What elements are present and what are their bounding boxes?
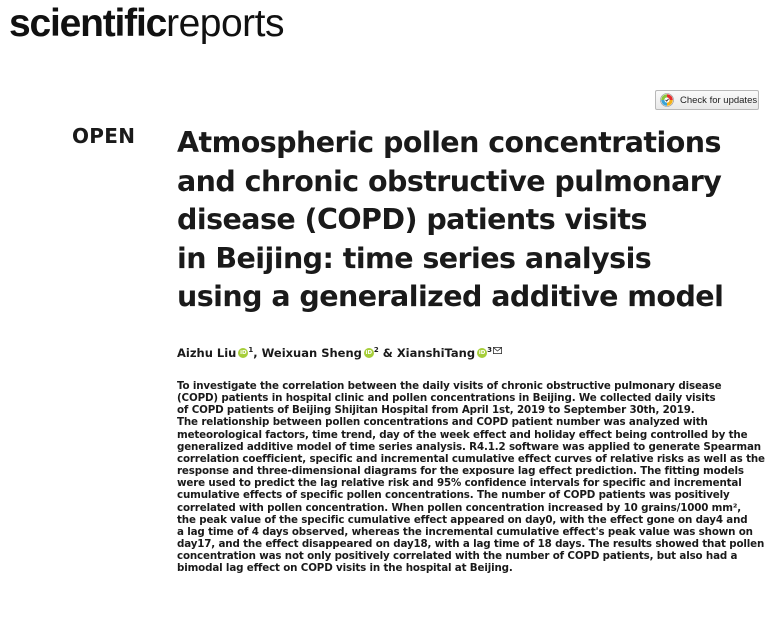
abstract-line: correlation coefficient, specific and incremental cumulative effect curves of relative risks as well as the xyxy=(177,452,765,465)
orcid-icon[interactable] xyxy=(364,348,374,358)
abstract-line: bimodal lag effect on COPD visits in the hospital at Beijing. xyxy=(177,562,513,575)
author-name[interactable]: XianshiTang xyxy=(396,346,476,360)
orcid-icon[interactable] xyxy=(238,348,248,358)
open-access-label: OPEN xyxy=(72,124,136,148)
crossmark-icon xyxy=(660,93,674,107)
abstract-line: meteorological factors, time trend, day of the week effect and holiday effect being controlled by the xyxy=(177,428,748,441)
abstract-line: To investigate the correlation between the daily visits of chronic obstructive pulmonary disease xyxy=(177,380,722,392)
title-line: disease (COPD) patients visits xyxy=(177,203,647,236)
author-name[interactable]: Weixuan Sheng xyxy=(261,346,362,360)
abstract-line: were used to predict the lag relative risk and 95% confidence intervals for specific and incremental xyxy=(177,477,742,490)
author-affiliation: 2 xyxy=(373,346,379,354)
abstract-line: the peak value of the specific cumulative effect appeared on day0, with the effect gone on day4 and xyxy=(177,513,748,526)
author-list xyxy=(177,346,502,360)
journal-name-bold: scientific xyxy=(9,2,167,45)
abstract-line: of COPD patients of Beijing Shijitan Hospital from April 1st, 2019 to September 30th, 2019. xyxy=(177,404,695,417)
abstract xyxy=(177,380,775,575)
article-title xyxy=(177,124,767,317)
abstract-line: (COPD) patients in hospital clinic and pollen concentrations in Beijing. We collected daily visits xyxy=(177,392,716,405)
title-line: using a generalized additive model xyxy=(177,280,724,313)
orcid-icon[interactable] xyxy=(477,348,487,358)
abstract-line: day17, and the effect disappeared on day18, with a lag time of 18 days. The results showed that pollen xyxy=(177,538,765,551)
abstract-line: generalized additive model of time series analysis. R4.1.2 software was applied to generate Spearman xyxy=(177,440,761,453)
abstract-line: The relationship between pollen concentrations and COPD patient number was analyzed with xyxy=(177,416,708,429)
check-for-updates-label: Check for updates xyxy=(680,94,758,106)
title-line: Atmospheric pollen concentrations xyxy=(177,126,721,159)
author-separator: , xyxy=(253,346,262,360)
email-icon[interactable] xyxy=(493,347,502,354)
author-affiliation: 3 xyxy=(487,346,492,354)
author-name[interactable]: Aizhu Liu xyxy=(177,346,237,360)
journal-logo xyxy=(9,4,284,43)
journal-name-regular: reports xyxy=(166,2,284,45)
abstract-line: response and three-dimensional diagrams for the exposure lag effect prediction. The fitting models xyxy=(177,465,744,478)
title-line: and chronic obstructive pulmonary xyxy=(177,164,722,198)
abstract-line: a lag time of 4 days observed, whereas the incremental cumulative effect's peak value was shown on xyxy=(177,525,753,538)
author-separator: & xyxy=(378,346,397,360)
title-line: in Beijing: time series analysis xyxy=(177,241,652,275)
abstract-line: correlated with pollen concentration. When pollen concentration increased by 10 grains/1000 mm², xyxy=(177,501,741,514)
abstract-line: concentration was not only positively correlated with the number of COPD patients, but also had a xyxy=(177,550,738,563)
abstract-line: cumulative effects of specific pollen concentrations. The number of COPD patients was positively xyxy=(177,489,730,502)
author-affiliation: 1 xyxy=(248,346,254,354)
check-for-updates-button[interactable] xyxy=(655,90,759,110)
